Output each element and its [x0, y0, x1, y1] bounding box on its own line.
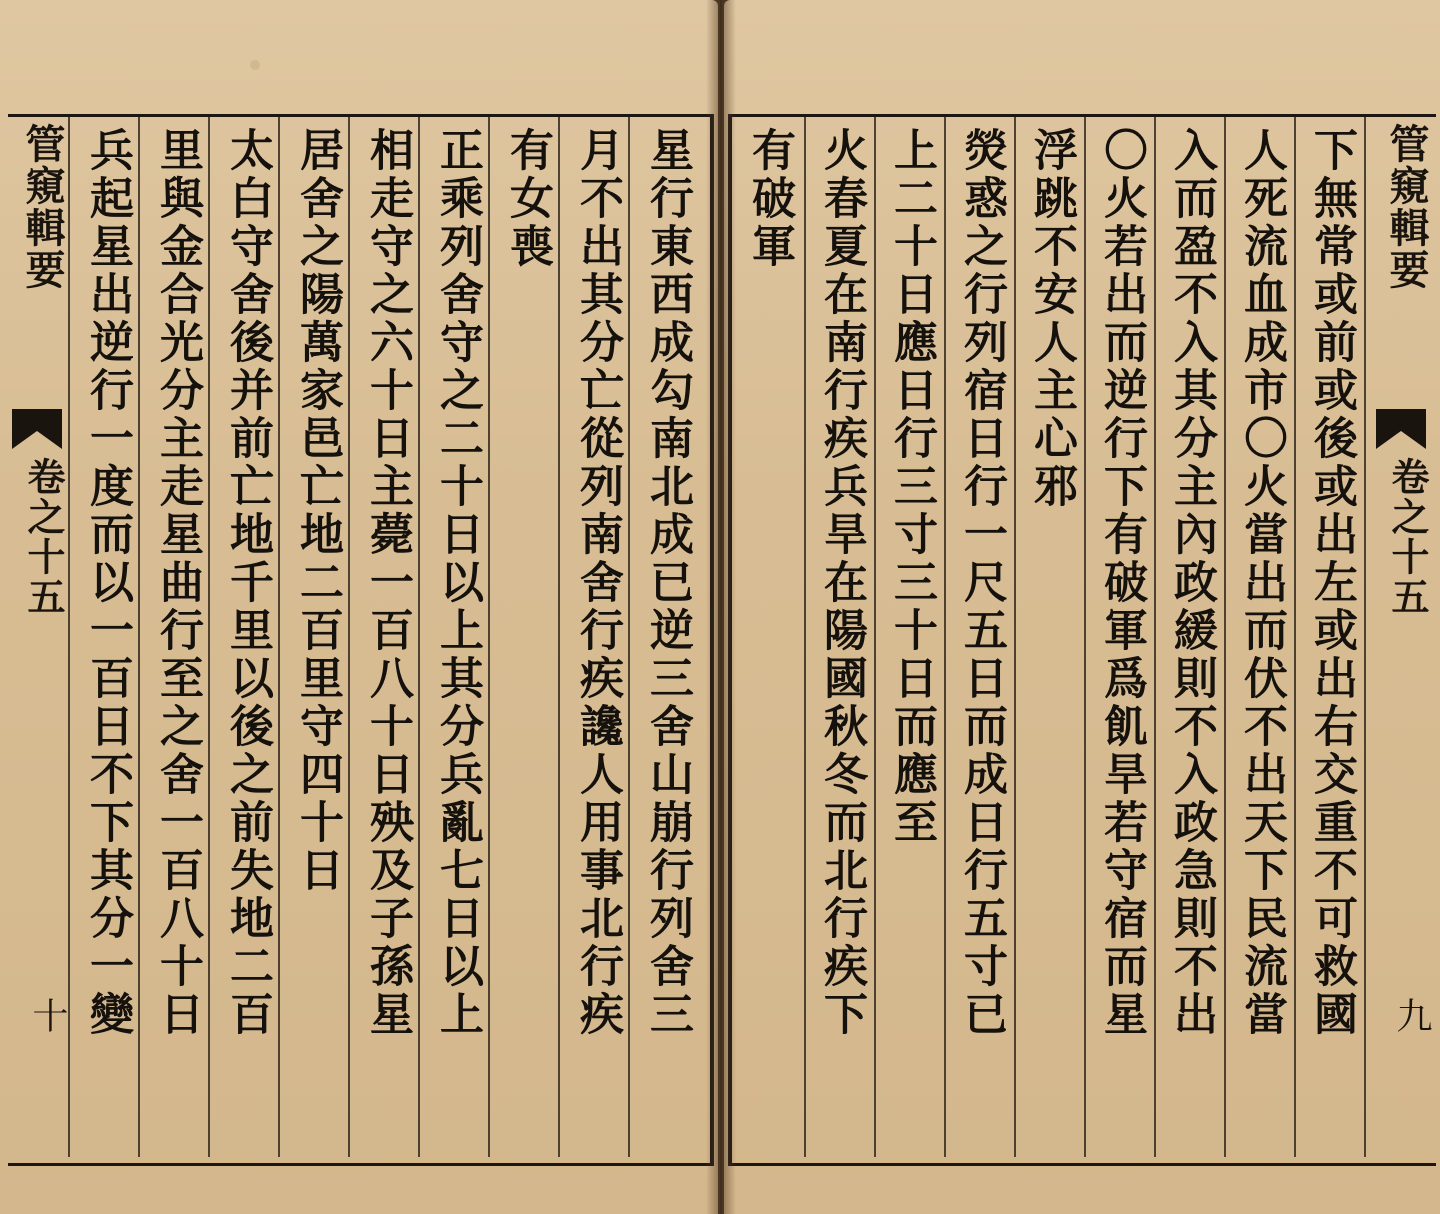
volume-label: 卷之十五	[1385, 457, 1430, 617]
text-column: 人死流血成市〇火當出而伏不出天下民流當	[1236, 127, 1287, 1039]
left-page	[0, 0, 718, 1214]
folio-number: 九	[1391, 997, 1432, 1033]
fishtail-mark-icon	[1376, 409, 1426, 449]
volume-label: 卷之十五	[21, 457, 66, 617]
text-column: 居舍之陽萬家邑亡地二百里守四十日	[292, 127, 343, 895]
text-column: 〇火若出而逆行下有破軍爲飢旱若守宿而星	[1096, 127, 1147, 1039]
book-gutter	[706, 0, 736, 1214]
left-page-frame	[8, 114, 714, 1166]
book-title: 管窺輯要	[19, 123, 66, 291]
left-page-heart	[8, 117, 68, 1157]
right-page	[724, 0, 1440, 1214]
text-column: 火春夏在南行疾兵旱在陽國秋冬而北行疾下	[816, 127, 867, 1039]
text-column: 兵起星出逆行一度而以一百日不下其分一變	[82, 127, 133, 1039]
folio-number: 十	[27, 997, 68, 1033]
right-page-heart	[1372, 117, 1432, 1157]
text-column: 正乘列舍守之二十日以上其分兵亂七日以上	[432, 127, 483, 1039]
text-column: 月不出其分亡從列南舍行疾讒人用事北行疾	[572, 127, 623, 1039]
text-column: 相走守之六十日主薨一百八十日殃及子孫星	[362, 127, 413, 1039]
text-column: 上二十日應日行三寸三十日而應至	[886, 127, 937, 847]
right-page-frame	[728, 114, 1436, 1166]
fishtail-mark-icon	[12, 409, 62, 449]
text-column: 里與金合光分主走星曲行至之舍一百八十日	[152, 127, 203, 1039]
text-column: 熒惑之行列宿日行一尺五日而成日行五寸已	[956, 127, 1007, 1039]
book-title: 管窺輯要	[1383, 123, 1430, 291]
text-column: 下無常或前或後或出左或出右交重不可救國	[1306, 127, 1357, 1039]
text-column: 有女喪	[502, 127, 553, 271]
text-column: 浮跳不安人主心邪	[1026, 127, 1077, 511]
text-column: 星行東西成勾南北成已逆三舍山崩行列舍三	[642, 127, 693, 1039]
text-column: 太白守舍後并前亡地千里以後之前失地二百	[222, 127, 273, 1039]
text-column: 入而盈不入其分主內政緩則不入政急則不出	[1166, 127, 1217, 1039]
text-column: 有破軍	[744, 127, 795, 271]
